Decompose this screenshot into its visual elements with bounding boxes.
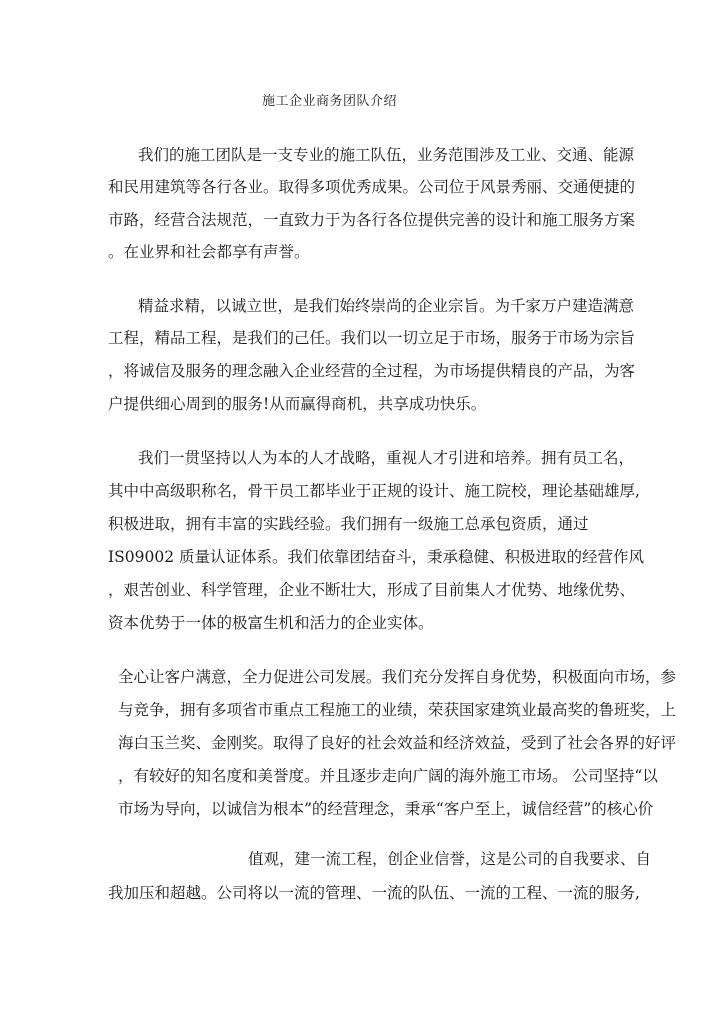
paragraph-2-line-1: 精益求精，以诚立世，是我们始终崇尚的企业宗旨。为千家万户建造满意	[138, 297, 635, 315]
paragraph-4-line-2: 与竞争，拥有多项省市重点工程施工的业绩，荣获国家建筑业最高奖的鲁班奖，上	[118, 701, 677, 719]
paragraph-3-line-1: 我们一贯坚持以人为本的人才战略，重视人才引进和培养。拥有员工名，	[138, 449, 635, 467]
paragraph-2-line-3: ，将诚信及服务的理念融入企业经营的全过程，为市场提供精良的产品，为客	[108, 362, 636, 380]
paragraph-2-line-4: 户提供细心周到的服务!从而赢得商机，共享成功快乐。	[108, 395, 487, 413]
paragraph-4-line-3: 海白玉兰奖、金刚奖。取得了良好的社会效益和经济效益，受到了社会各界的好评	[118, 734, 677, 752]
paragraph-1-line-2: 和民用建筑等各行各业。取得多项优秀成果。公司位于风景秀丽、交通便捷的	[108, 178, 636, 196]
paragraph-4-line-7: 我加压和超越。公司将以一流的管理、一流的队伍、一流的工程、一流的服务,	[108, 884, 640, 902]
paragraph-4-line-5: 市场为导向，以诚信为根本”的经营理念，秉承“客户至上，诚信经营”的核心价	[118, 800, 654, 818]
paragraph-3-line-5: ，艰苦创业、科学管理，企业不断壮大，形成了目前集人才优势、地缘优势、	[108, 581, 636, 599]
paragraph-1-line-3: 市路，经营合法规范，一直致力于为各行各位提供完善的设计和施工服务方案	[108, 211, 636, 229]
paragraph-2-line-2: 工程，精品工程，是我们的己任。我们以一切立足于市场，服务于市场为宗旨	[108, 329, 636, 347]
paragraph-1-line-1: 我们的施工团队是一支专业的施工队伍，业务范围涉及工业、交通、能源	[138, 146, 635, 164]
paragraph-4-line-1: 全心让客户满意，全力促进公司发展。我们充分发挥自身优势，积极面向市场，参	[118, 668, 677, 686]
paragraph-1-line-4: 。在业界和社会都享有声誉。	[108, 243, 310, 261]
document-title: 施工企业商务团队介绍	[262, 94, 398, 109]
paragraph-3-line-6: 资本优势于一体的极富生机和活力的企业实体。	[108, 614, 434, 632]
paragraph-4-line-4: ，有较好的知名度和美誉度。并且逐步走向广阔的海外施工市场。 公司坚持“以	[118, 767, 658, 785]
paragraph-3-line-2: 其中中高级职称名，骨干员工都毕业于正规的设计、施工院校，理论基础雄厚,	[108, 482, 640, 500]
paragraph-3-line-4: IS09002 质量认证体系。我们依靠团结奋斗，秉承稳健、积极进取的经营作风	[108, 548, 644, 566]
paragraph-3-line-3: 积极进取，拥有丰富的实践经验。我们拥有一级施工总承包资质，通过	[108, 515, 589, 533]
paragraph-4-line-6: 值观，建一流工程，创企业信誉，这是公司的自我要求、自	[248, 850, 652, 868]
